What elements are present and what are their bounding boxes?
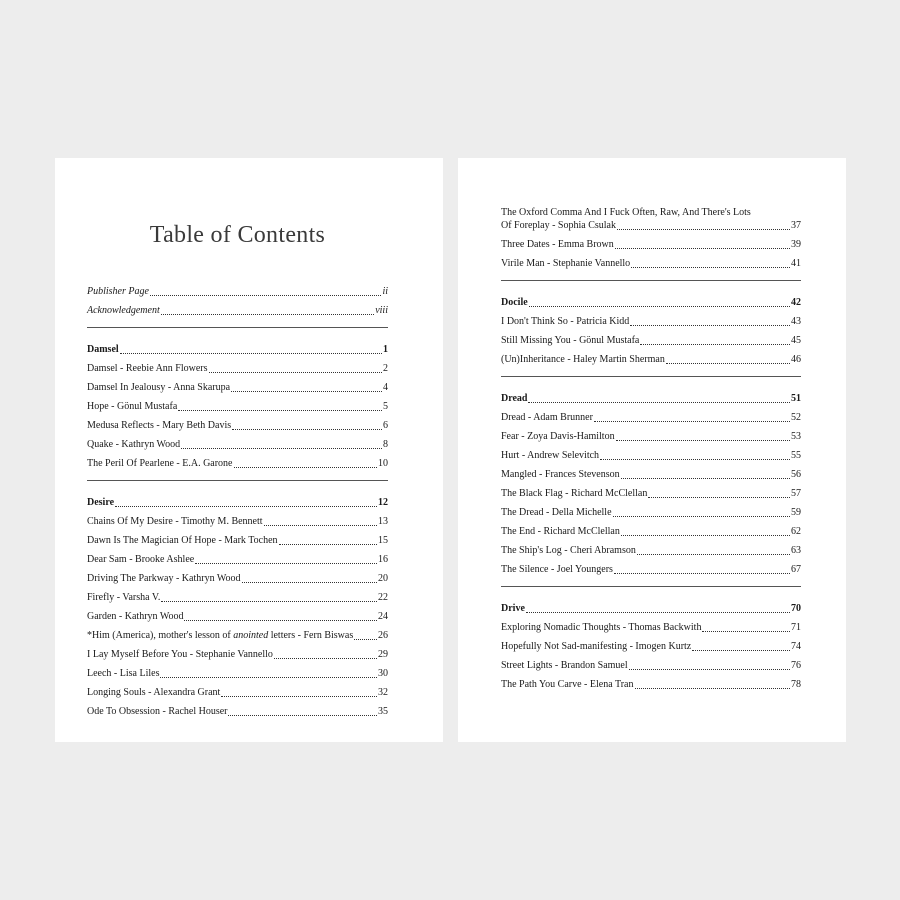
toc-entry: The Black Flag - Richard McClellan 57 bbox=[501, 488, 801, 499]
toc-entry: Chains Of My Desire - Timothy M. Bennett 13 bbox=[87, 516, 388, 527]
section-damsel bbox=[87, 337, 388, 470]
toc-entry: Damsel - Reebie Ann Flowers 2 bbox=[87, 363, 388, 374]
toc-entry: Mangled - Frances Stevenson 56 bbox=[501, 469, 801, 480]
toc-entry: Hope - Gönul Mustafa 5 bbox=[87, 401, 388, 412]
section-heading: Dread 51 bbox=[501, 393, 801, 404]
section-docile bbox=[501, 290, 801, 366]
divider bbox=[501, 586, 801, 587]
toc-entry: Medusa Reflects - Mary Beth Davis 6 bbox=[87, 420, 388, 431]
divider bbox=[87, 480, 388, 481]
toc-entry: (Un)Inheritance - Haley Martin Sherman 46 bbox=[501, 354, 801, 365]
toc-entry: Garden - Kathryn Wood 24 bbox=[87, 611, 388, 622]
continued-entries bbox=[501, 202, 801, 270]
toc-entry: Still Missing You - Gönul Mustafa 45 bbox=[501, 335, 801, 346]
toc-entry: The Dread - Della Michelle 59 bbox=[501, 507, 801, 518]
divider bbox=[501, 280, 801, 281]
right-page bbox=[458, 158, 846, 742]
section-heading: Docile 42 bbox=[501, 297, 801, 308]
dot-leader bbox=[150, 294, 382, 296]
section-dread bbox=[501, 386, 801, 576]
toc-entry: The Path You Carve - Elena Tran 78 bbox=[501, 679, 801, 690]
toc-entry: I Lay Myself Before You - Stephanie Vannello 29 bbox=[87, 649, 388, 660]
toc-entry: Quake - Kathryn Wood 8 bbox=[87, 439, 388, 450]
front-matter bbox=[87, 279, 388, 317]
toc-entry: The Peril Of Pearlene - E.A. Garone 10 bbox=[87, 458, 388, 469]
divider bbox=[501, 376, 801, 377]
section-desire bbox=[87, 490, 388, 718]
toc-entry: Dawn Is The Magician Of Hope - Mark Tochen 15 bbox=[87, 535, 388, 546]
toc-entry: Virile Man - Stephanie Vannello 41 bbox=[501, 258, 801, 269]
toc-entry: Publisher Page ii bbox=[87, 286, 388, 297]
section-heading: Desire 12 bbox=[87, 497, 388, 508]
dot-leader bbox=[161, 313, 374, 315]
toc-entry: Three Dates - Emma Brown 39 bbox=[501, 239, 801, 250]
toc-entry: The Oxford Comma And I Fuck Often, Raw, And There's Lots Of Foreplay - Sophia Csulak 37 bbox=[501, 207, 801, 231]
toc-entry: Dear Sam - Brooke Ashlee 16 bbox=[87, 554, 388, 565]
toc-entry: Driving The Parkway - Kathryn Wood 20 bbox=[87, 573, 388, 584]
toc-entry: Dread - Adam Brunner 52 bbox=[501, 412, 801, 423]
toc-entry: *Him (America), mother's lesson of anointed letters - Fern Biswas 26 bbox=[87, 630, 388, 641]
toc-entry: Damsel In Jealousy - Anna Skarupa 4 bbox=[87, 382, 388, 393]
toc-entry: Hopefully Not Sad-manifesting - Imogen Kurtz 74 bbox=[501, 641, 801, 652]
toc-entry: Firefly - Varsha V. 22 bbox=[87, 592, 388, 603]
toc-entry: The Ship's Log - Cheri Abramson 63 bbox=[501, 545, 801, 556]
dot-leader bbox=[120, 352, 382, 354]
left-page bbox=[55, 158, 443, 742]
toc-entry: Fear - Zoya Davis-Hamilton 53 bbox=[501, 431, 801, 442]
section-drive bbox=[501, 596, 801, 691]
toc-entry: Ode To Obsession - Rachel Houser 35 bbox=[87, 706, 388, 717]
toc-entry: Exploring Nomadic Thoughts - Thomas Backwith 71 bbox=[501, 622, 801, 633]
toc-entry: I Don't Think So - Patricia Kidd 43 bbox=[501, 316, 801, 327]
section-heading: Drive 70 bbox=[501, 603, 801, 614]
toc-entry: Longing Souls - Alexandra Grant 32 bbox=[87, 687, 388, 698]
page-title: Table of Contents bbox=[149, 222, 326, 248]
dot-leader bbox=[115, 505, 377, 507]
section-heading: Damsel 1 bbox=[87, 344, 388, 355]
toc-entry: The Silence - Joel Youngers 67 bbox=[501, 564, 801, 575]
divider bbox=[87, 327, 388, 328]
toc-entry: Hurt - Andrew Selevitch 55 bbox=[501, 450, 801, 461]
toc-entry: The End - Richard McClellan 62 bbox=[501, 526, 801, 537]
toc-entry: Acknowledgement viii bbox=[87, 305, 388, 316]
toc-entry: Leech - Lisa Liles 30 bbox=[87, 668, 388, 679]
toc-entry: Street Lights - Brandon Samuel 76 bbox=[501, 660, 801, 671]
